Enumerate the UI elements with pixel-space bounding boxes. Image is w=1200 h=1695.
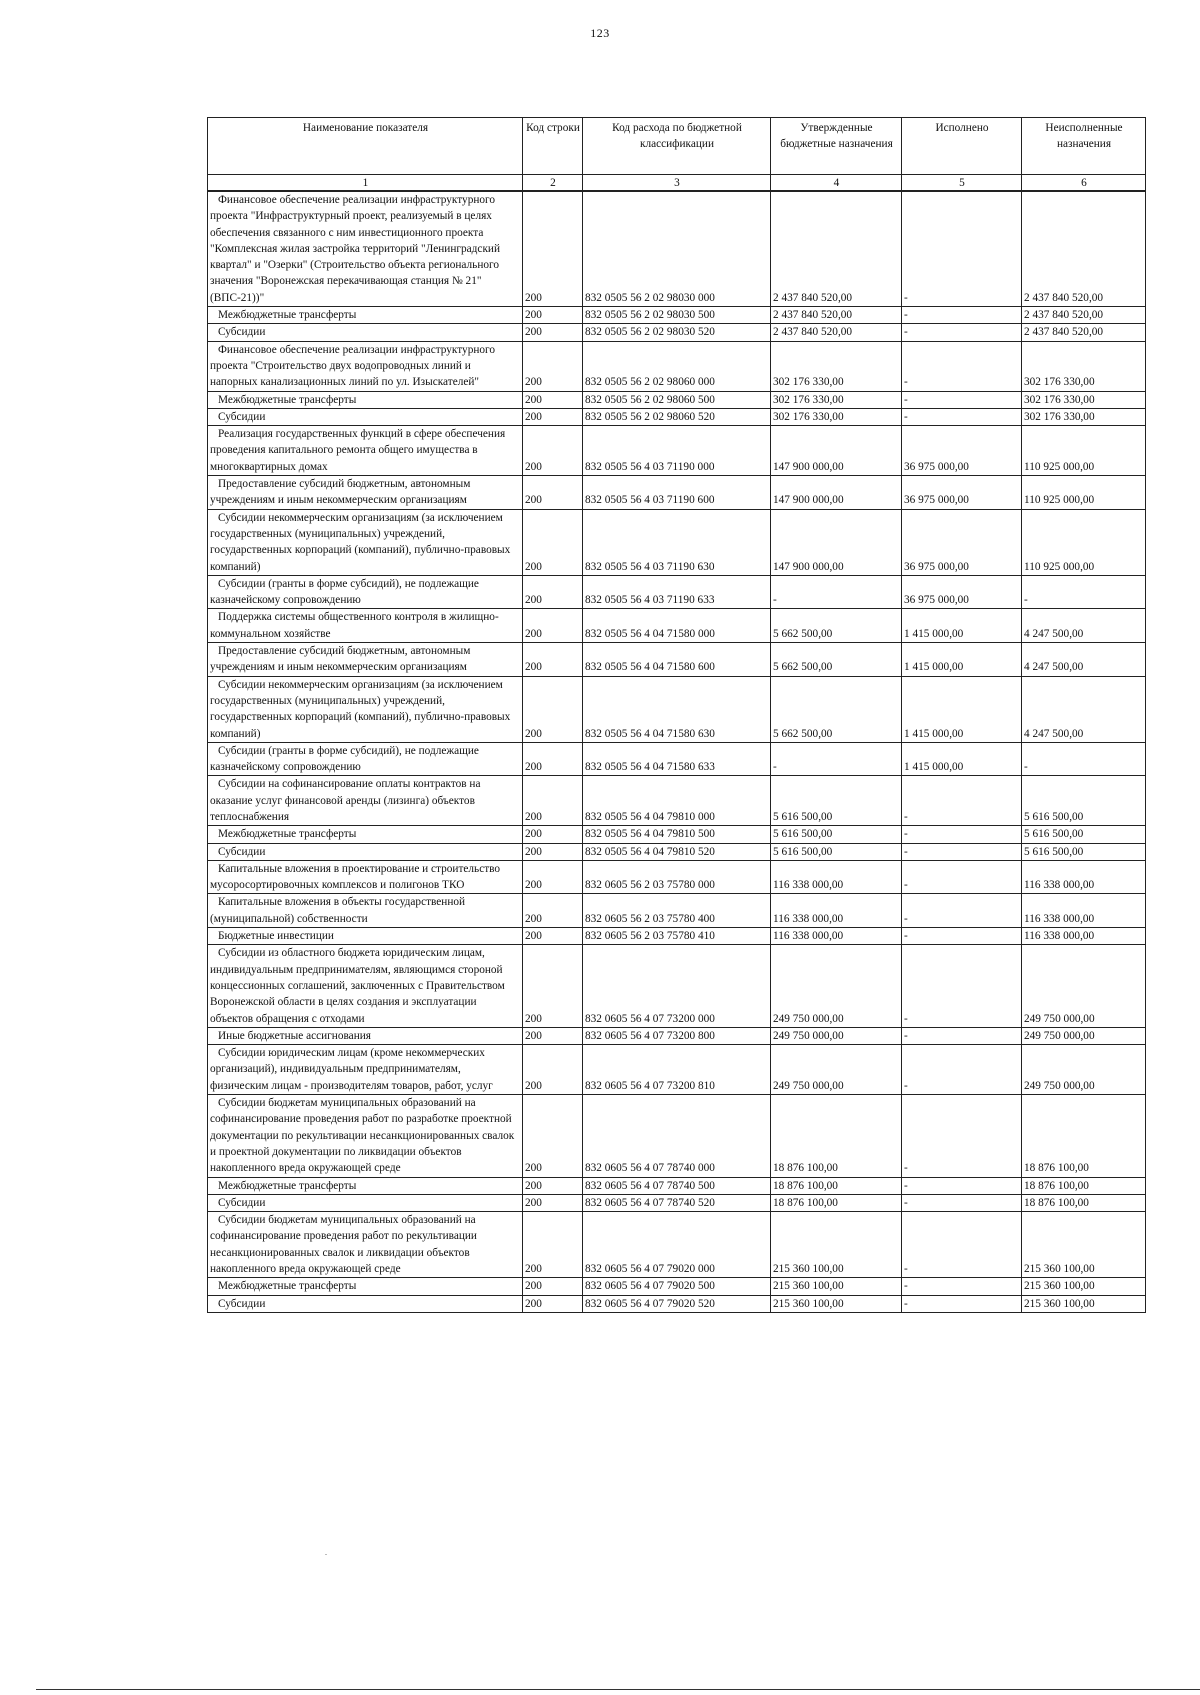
cell-kbk: 832 0505 56 4 03 71190 600 xyxy=(583,476,771,510)
cell-name xyxy=(208,1045,523,1095)
cell-kbk: 832 0605 56 2 03 75780 400 xyxy=(583,894,771,928)
cell-line-code: 200 xyxy=(523,945,583,1027)
cell-unexecuted: 116 338 000,00 xyxy=(1022,894,1146,928)
table-row xyxy=(208,826,1146,843)
cell-name xyxy=(208,945,523,1027)
cell-executed: 1 415 000,00 xyxy=(902,609,1022,643)
indicator-name: Межбюджетные трансферты xyxy=(218,309,357,322)
cell-kbk: 832 0505 56 4 04 71580 633 xyxy=(583,742,771,776)
cell-line-code: 200 xyxy=(523,341,583,391)
cell-unexecuted: 110 925 000,00 xyxy=(1022,476,1146,510)
indicator-name: Финансовое обеспечение реализации инфраструктурного проекта "Инфраструктурный проект, реализуемый в целях обеспечения связанного с ним инвестиционного проекта "Комплексная жилая застройка территорий "Ленинградский квартал" и "Озерки" (Строительство объекта регионального значения "Воронежская перекачивающая станция № 21" (ВПС-21))" xyxy=(210,194,501,304)
cell-unexecuted: 4 247 500,00 xyxy=(1022,643,1146,677)
cell-approved: 5 662 500,00 xyxy=(771,609,902,643)
cell-approved: 302 176 330,00 xyxy=(771,341,902,391)
indicator-name: Субсидии xyxy=(218,1297,266,1310)
table-row xyxy=(208,945,1146,1027)
cell-approved: 249 750 000,00 xyxy=(771,1027,902,1044)
cell-unexecuted: 249 750 000,00 xyxy=(1022,1027,1146,1044)
cell-approved: 302 176 330,00 xyxy=(771,391,902,408)
indicator-name: Субсидии бюджетам муниципальных образований на софинансирование проведения работ по рекультивации несанкционированных свалок и ликвидации объектов накопленного вреда окружающей среде xyxy=(210,1214,477,1275)
cell-executed: - xyxy=(902,408,1022,425)
table-row xyxy=(208,1045,1146,1095)
cell-kbk: 832 0505 56 2 02 98030 520 xyxy=(583,324,771,341)
indicator-name: Бюджетные инвестиции xyxy=(218,930,334,943)
table-row xyxy=(208,609,1146,643)
cell-executed: - xyxy=(902,1027,1022,1044)
cell-line-code: 200 xyxy=(523,676,583,742)
cell-executed: 1 415 000,00 xyxy=(902,643,1022,677)
cell-approved: - xyxy=(771,575,902,609)
cell-approved: 147 900 000,00 xyxy=(771,426,902,476)
cell-kbk: 832 0605 56 4 07 73200 800 xyxy=(583,1027,771,1044)
cell-kbk: 832 0605 56 4 07 78740 000 xyxy=(583,1095,771,1177)
cell-approved: 18 876 100,00 xyxy=(771,1177,902,1194)
cell-line-code: 200 xyxy=(523,894,583,928)
header-line-code: Код строки xyxy=(523,118,583,175)
column-number: 5 xyxy=(902,175,1022,192)
cell-approved: 147 900 000,00 xyxy=(771,476,902,510)
indicator-name: Межбюджетные трансферты xyxy=(218,1179,357,1192)
cell-kbk: 832 0605 56 4 07 73200 000 xyxy=(583,945,771,1027)
cell-unexecuted: 249 750 000,00 xyxy=(1022,1045,1146,1095)
cell-approved: 5 662 500,00 xyxy=(771,676,902,742)
cell-executed: - xyxy=(902,843,1022,860)
table-body xyxy=(208,191,1146,1312)
table-row xyxy=(208,1295,1146,1312)
cell-unexecuted: 215 360 100,00 xyxy=(1022,1278,1146,1295)
indicator-name: Субсидии бюджетам муниципальных образований на софинансирование проведения работ по разработке проектной документации по рекультивации несанкционированных свалок и проектной документации по ликвидации объектов накопленного вреда окружающей среде xyxy=(210,1097,515,1175)
indicator-name: Межбюджетные трансферты xyxy=(218,1280,357,1293)
cell-name xyxy=(208,676,523,742)
cell-unexecuted: 4 247 500,00 xyxy=(1022,676,1146,742)
cell-kbk: 832 0605 56 4 07 79020 520 xyxy=(583,1295,771,1312)
cell-line-code: 200 xyxy=(523,509,583,575)
cell-approved: 2 437 840 520,00 xyxy=(771,307,902,324)
table-row xyxy=(208,476,1146,510)
table-row xyxy=(208,676,1146,742)
table-row xyxy=(208,1095,1146,1177)
cell-kbk: 832 0605 56 2 03 75780 410 xyxy=(583,928,771,945)
indicator-name: Субсидии (гранты в форме субсидий), не подлежащие казначейскому сопровождению xyxy=(210,744,479,774)
cell-line-code: 200 xyxy=(523,826,583,843)
cell-kbk: 832 0505 56 4 04 71580 630 xyxy=(583,676,771,742)
cell-name xyxy=(208,1278,523,1295)
cell-unexecuted: 5 616 500,00 xyxy=(1022,843,1146,860)
column-number: 1 xyxy=(208,175,523,192)
cell-unexecuted: 2 437 840 520,00 xyxy=(1022,324,1146,341)
cell-line-code: 200 xyxy=(523,643,583,677)
indicator-name: Субсидии xyxy=(218,410,266,423)
cell-line-code: 200 xyxy=(523,426,583,476)
table-row xyxy=(208,1177,1146,1194)
cell-unexecuted: 18 876 100,00 xyxy=(1022,1194,1146,1211)
cell-kbk: 832 0605 56 2 03 75780 000 xyxy=(583,860,771,894)
cell-name xyxy=(208,1177,523,1194)
table-row xyxy=(208,324,1146,341)
cell-unexecuted: 18 876 100,00 xyxy=(1022,1095,1146,1177)
cell-line-code: 200 xyxy=(523,776,583,826)
cell-unexecuted: 5 616 500,00 xyxy=(1022,776,1146,826)
cell-line-code: 200 xyxy=(523,191,583,307)
table-row xyxy=(208,307,1146,324)
cell-approved: 116 338 000,00 xyxy=(771,860,902,894)
cell-approved: 5 616 500,00 xyxy=(771,776,902,826)
table-row xyxy=(208,1194,1146,1211)
cell-name xyxy=(208,408,523,425)
cell-kbk: 832 0605 56 4 07 73200 810 xyxy=(583,1045,771,1095)
cell-executed: 36 975 000,00 xyxy=(902,476,1022,510)
cell-line-code: 200 xyxy=(523,860,583,894)
cell-approved: 5 616 500,00 xyxy=(771,843,902,860)
cell-kbk: 832 0505 56 4 04 71580 600 xyxy=(583,643,771,677)
indicator-name: Капитальные вложения в объекты государственной (муниципальной) собственности xyxy=(210,896,466,925)
table-row xyxy=(208,575,1146,609)
cell-unexecuted: 2 437 840 520,00 xyxy=(1022,191,1146,307)
cell-line-code: 200 xyxy=(523,391,583,408)
table-header-row xyxy=(208,118,1146,175)
table-row xyxy=(208,191,1146,307)
cell-executed: - xyxy=(902,945,1022,1027)
cell-line-code: 200 xyxy=(523,1278,583,1295)
table-row xyxy=(208,408,1146,425)
cell-line-code: 200 xyxy=(523,609,583,643)
cell-executed: - xyxy=(902,391,1022,408)
cell-executed: - xyxy=(902,341,1022,391)
budget-execution-table xyxy=(207,117,1146,1313)
indicator-name: Субсидии xyxy=(218,1196,266,1209)
cell-name xyxy=(208,191,523,307)
cell-approved: 2 437 840 520,00 xyxy=(771,191,902,307)
column-number: 3 xyxy=(583,175,771,192)
cell-kbk: 832 0605 56 4 07 78740 500 xyxy=(583,1177,771,1194)
cell-unexecuted: 302 176 330,00 xyxy=(1022,391,1146,408)
cell-approved: 18 876 100,00 xyxy=(771,1095,902,1177)
table-row xyxy=(208,1278,1146,1295)
cell-unexecuted: 18 876 100,00 xyxy=(1022,1177,1146,1194)
cell-unexecuted: 302 176 330,00 xyxy=(1022,341,1146,391)
cell-executed: 1 415 000,00 xyxy=(902,676,1022,742)
indicator-name: Субсидии (гранты в форме субсидий), не подлежащие казначейскому сопровождению xyxy=(210,577,479,607)
cell-unexecuted: 4 247 500,00 xyxy=(1022,609,1146,643)
cell-kbk: 832 0505 56 4 04 79810 000 xyxy=(583,776,771,826)
table-row xyxy=(208,1212,1146,1278)
cell-approved: 5 616 500,00 xyxy=(771,826,902,843)
cell-name xyxy=(208,742,523,776)
cell-unexecuted: 215 360 100,00 xyxy=(1022,1212,1146,1278)
cell-approved: - xyxy=(771,742,902,776)
cell-kbk: 832 0605 56 4 07 78740 520 xyxy=(583,1194,771,1211)
header-approved: Утвержденные бюджетные назначения xyxy=(771,118,902,175)
cell-name xyxy=(208,843,523,860)
cell-executed: 36 975 000,00 xyxy=(902,426,1022,476)
cell-name xyxy=(208,426,523,476)
cell-name xyxy=(208,1295,523,1312)
indicator-name: Предоставление субсидий бюджетным, автономным учреждениям и иным некоммерческим организациям xyxy=(210,478,471,507)
cell-unexecuted: - xyxy=(1022,742,1146,776)
cell-executed: - xyxy=(902,928,1022,945)
cell-name xyxy=(208,776,523,826)
cell-executed: - xyxy=(902,324,1022,341)
cell-unexecuted: 249 750 000,00 xyxy=(1022,945,1146,1027)
cell-name xyxy=(208,928,523,945)
cell-approved: 18 876 100,00 xyxy=(771,1194,902,1211)
cell-executed: - xyxy=(902,1177,1022,1194)
cell-executed: - xyxy=(902,860,1022,894)
cell-line-code: 200 xyxy=(523,575,583,609)
cell-kbk: 832 0505 56 4 03 71190 630 xyxy=(583,509,771,575)
indicator-name: Субсидии из областного бюджета юридическим лицам, индивидуальным предпринимателям, являющимся стороной концессионных соглашений, заключенных с Правительством Воронежской области в целях создания и эксплуатации объектов обращения с отходами xyxy=(210,947,505,1025)
cell-executed: - xyxy=(902,894,1022,928)
cell-approved: 249 750 000,00 xyxy=(771,945,902,1027)
cell-name xyxy=(208,894,523,928)
cell-name xyxy=(208,391,523,408)
column-number: 6 xyxy=(1022,175,1146,192)
cell-line-code: 200 xyxy=(523,1027,583,1044)
cell-line-code: 200 xyxy=(523,307,583,324)
cell-approved: 147 900 000,00 xyxy=(771,509,902,575)
indicator-name: Капитальные вложения в проектирование и строительство мусоросортировочных комплексов и полигонов ТКО xyxy=(210,862,501,892)
cell-kbk: 832 0505 56 4 03 71190 633 xyxy=(583,575,771,609)
cell-name xyxy=(208,860,523,894)
cell-executed: - xyxy=(902,776,1022,826)
cell-executed: - xyxy=(902,1045,1022,1095)
cell-executed: 36 975 000,00 xyxy=(902,509,1022,575)
cell-line-code: 200 xyxy=(523,476,583,510)
cell-name xyxy=(208,826,523,843)
header-unexecuted: Неисполненные назначения xyxy=(1022,118,1146,175)
cell-executed: - xyxy=(902,1295,1022,1312)
header-executed: Исполнено xyxy=(902,118,1022,175)
cell-approved: 2 437 840 520,00 xyxy=(771,324,902,341)
column-number: 4 xyxy=(771,175,902,192)
cell-executed: - xyxy=(902,307,1022,324)
indicator-name: Субсидии некоммерческим организациям (за исключением государственных (муниципальных) учреждений, государственных корпораций (компаний), публично-правовых компаний) xyxy=(210,678,511,740)
cell-executed: - xyxy=(902,1278,1022,1295)
table-row xyxy=(208,426,1146,476)
cell-kbk: 832 0605 56 4 07 79020 000 xyxy=(583,1212,771,1278)
cell-approved: 116 338 000,00 xyxy=(771,928,902,945)
table-row xyxy=(208,341,1146,391)
table-row xyxy=(208,928,1146,945)
table-row xyxy=(208,860,1146,894)
cell-kbk: 832 0505 56 2 02 98030 500 xyxy=(583,307,771,324)
cell-approved: 215 360 100,00 xyxy=(771,1295,902,1312)
cell-line-code: 200 xyxy=(523,1045,583,1095)
table-row xyxy=(208,509,1146,575)
cell-line-code: 200 xyxy=(523,742,583,776)
table-row xyxy=(208,643,1146,677)
table-row xyxy=(208,1027,1146,1044)
cell-kbk: 832 0605 56 4 07 79020 500 xyxy=(583,1278,771,1295)
cell-unexecuted: 110 925 000,00 xyxy=(1022,509,1146,575)
indicator-name: Субсидии xyxy=(218,326,266,339)
table-row xyxy=(208,391,1146,408)
table-row xyxy=(208,776,1146,826)
cell-kbk: 832 0505 56 4 04 71580 000 xyxy=(583,609,771,643)
cell-name xyxy=(208,1212,523,1278)
scan-speck xyxy=(325,1554,327,1555)
cell-line-code: 200 xyxy=(523,1295,583,1312)
cell-unexecuted: 110 925 000,00 xyxy=(1022,426,1146,476)
indicator-name: Иные бюджетные ассигнования xyxy=(218,1029,371,1042)
cell-line-code: 200 xyxy=(523,1194,583,1211)
cell-name xyxy=(208,643,523,677)
indicator-name: Предоставление субсидий бюджетным, автономным учреждениям и иным некоммерческим организациям xyxy=(210,645,471,674)
header-name: Наименование показателя xyxy=(208,118,523,175)
indicator-name: Субсидии юридическим лицам (кроме некоммерческих организаций), индивидуальным предпринимателям, физическим лицам - производителям товаров, работ, услуг xyxy=(210,1047,493,1092)
cell-kbk: 832 0505 56 4 03 71190 000 xyxy=(583,426,771,476)
cell-name xyxy=(208,509,523,575)
cell-unexecuted: 2 437 840 520,00 xyxy=(1022,307,1146,324)
cell-kbk: 832 0505 56 4 04 79810 500 xyxy=(583,826,771,843)
cell-name xyxy=(208,476,523,510)
cell-kbk: 832 0505 56 2 02 98060 000 xyxy=(583,341,771,391)
cell-name xyxy=(208,1027,523,1044)
cell-name xyxy=(208,341,523,391)
cell-executed: - xyxy=(902,1194,1022,1211)
cell-line-code: 200 xyxy=(523,928,583,945)
cell-kbk: 832 0505 56 2 02 98030 000 xyxy=(583,191,771,307)
cell-line-code: 200 xyxy=(523,1212,583,1278)
indicator-name: Субсидии на софинансирование оплаты контрактов на оказание услуг финансовой аренды (лизинга) объектов теплоснабжения xyxy=(210,778,481,823)
page-number: 123 xyxy=(590,26,610,40)
indicator-name: Межбюджетные трансферты xyxy=(218,393,357,406)
table-row xyxy=(208,894,1146,928)
cell-name xyxy=(208,1095,523,1177)
cell-unexecuted: 116 338 000,00 xyxy=(1022,928,1146,945)
cell-approved: 215 360 100,00 xyxy=(771,1278,902,1295)
cell-executed: - xyxy=(902,1212,1022,1278)
table-row xyxy=(208,742,1146,776)
cell-line-code: 200 xyxy=(523,1177,583,1194)
header-kbk: Код расхода по бюджетной классификации xyxy=(583,118,771,175)
cell-approved: 302 176 330,00 xyxy=(771,408,902,425)
page-bottom-rule xyxy=(36,1689,1200,1690)
cell-unexecuted: 215 360 100,00 xyxy=(1022,1295,1146,1312)
indicator-name: Субсидии xyxy=(218,845,266,858)
cell-unexecuted: 116 338 000,00 xyxy=(1022,860,1146,894)
cell-kbk: 832 0505 56 2 02 98060 500 xyxy=(583,391,771,408)
column-number: 2 xyxy=(523,175,583,192)
cell-name xyxy=(208,307,523,324)
cell-line-code: 200 xyxy=(523,408,583,425)
cell-executed: - xyxy=(902,1095,1022,1177)
cell-name xyxy=(208,324,523,341)
cell-kbk: 832 0505 56 2 02 98060 520 xyxy=(583,408,771,425)
cell-executed: 1 415 000,00 xyxy=(902,742,1022,776)
table-row xyxy=(208,843,1146,860)
cell-unexecuted: - xyxy=(1022,575,1146,609)
cell-kbk: 832 0505 56 4 04 79810 520 xyxy=(583,843,771,860)
column-number-row xyxy=(208,175,1146,192)
indicator-name: Межбюджетные трансферты xyxy=(218,828,357,841)
cell-executed: - xyxy=(902,826,1022,843)
cell-executed: 36 975 000,00 xyxy=(902,575,1022,609)
cell-executed: - xyxy=(902,191,1022,307)
cell-line-code: 200 xyxy=(523,324,583,341)
cell-unexecuted: 302 176 330,00 xyxy=(1022,408,1146,425)
cell-unexecuted: 5 616 500,00 xyxy=(1022,826,1146,843)
indicator-name: Субсидии некоммерческим организациям (за исключением государственных (муниципальных) учреждений, государственных корпораций (компаний), публично-правовых компаний) xyxy=(210,511,511,573)
cell-line-code: 200 xyxy=(523,1095,583,1177)
cell-name xyxy=(208,1194,523,1211)
cell-approved: 116 338 000,00 xyxy=(771,894,902,928)
cell-name xyxy=(208,609,523,643)
indicator-name: Реализация государственных функций в сфере обеспечения проведения капитального ремонта общего имущества в многоквартирных домах xyxy=(210,428,506,473)
cell-approved: 249 750 000,00 xyxy=(771,1045,902,1095)
cell-approved: 5 662 500,00 xyxy=(771,643,902,677)
cell-line-code: 200 xyxy=(523,843,583,860)
cell-approved: 215 360 100,00 xyxy=(771,1212,902,1278)
cell-name xyxy=(208,575,523,609)
indicator-name: Поддержка системы общественного контроля в жилищно-коммунальном хозяйстве xyxy=(210,611,499,640)
indicator-name: Финансовое обеспечение реализации инфраструктурного проекта "Строительство двух водопроводных линий и напорных канализационных линий по ул. Изыскателей" xyxy=(210,343,496,389)
